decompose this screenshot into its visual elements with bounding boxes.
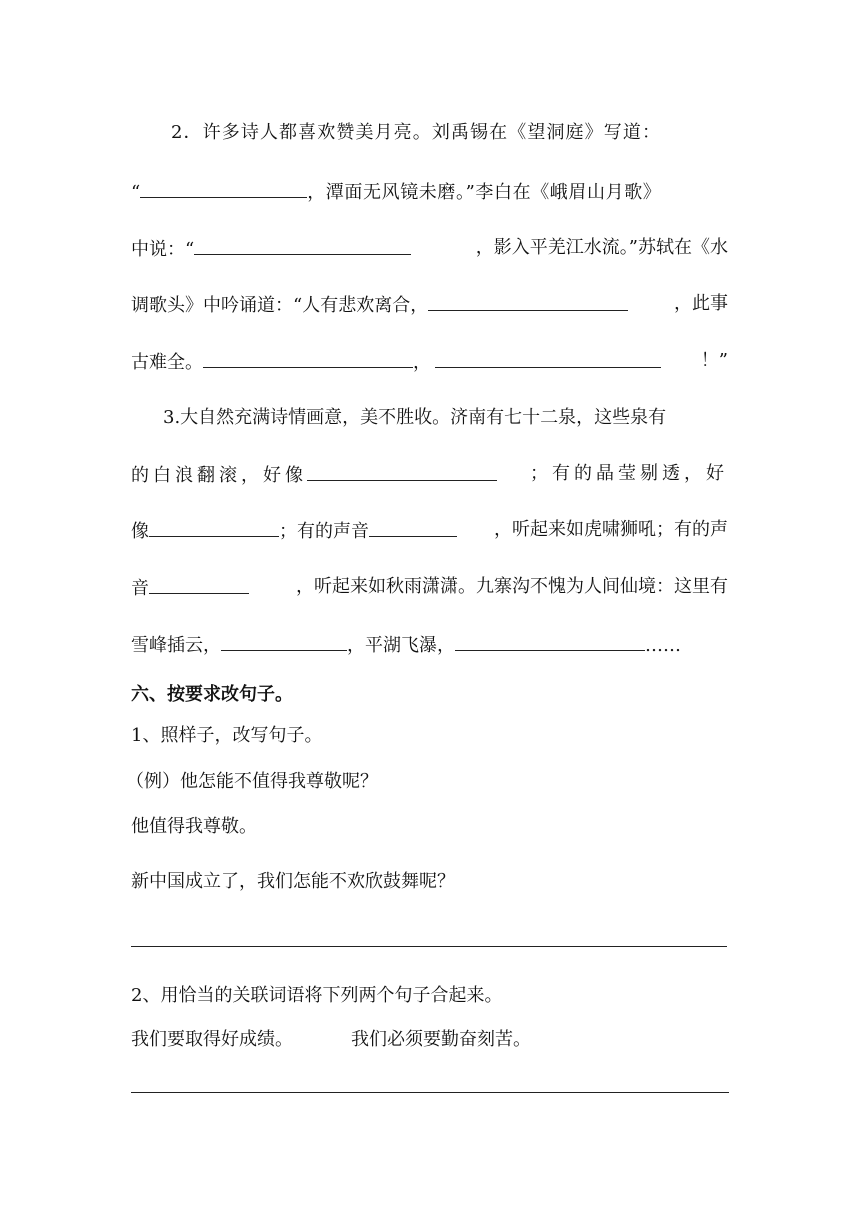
answer-blank[interactable] <box>428 292 628 311</box>
example-question: （例）他怎能不值得我尊敬呢？ <box>126 771 378 792</box>
q3-line-5-ellipsis: …… <box>645 635 681 656</box>
q3-line-2-text-a: 的白浪翻滚，好像 <box>131 465 307 486</box>
q3-line-2 <box>131 462 728 488</box>
q2-line-5-comma: ， <box>413 352 431 373</box>
q3-line-3-text-c: ，听起来如虎啸狮吼；有的声 <box>494 519 728 540</box>
q2-line-5-end: ！” <box>700 350 728 371</box>
q3-line-3-text-b: ；有的声音 <box>279 521 369 542</box>
answer-blank[interactable] <box>194 236 411 255</box>
q3-line-4 <box>131 575 728 601</box>
sentence-pair <box>131 1028 728 1052</box>
q3-line-2-text-b: ；有的晶莹剔透，好 <box>530 463 728 484</box>
answer-blank[interactable] <box>140 179 307 198</box>
answer-blank[interactable] <box>435 349 661 368</box>
q3-line-4-text-a: 音 <box>131 578 149 599</box>
q2-line-3-text-b: ，影入平羌江水流。”苏轼在《水 <box>475 237 728 258</box>
q3-line-3-text-a: 像 <box>131 521 149 542</box>
answer-blank[interactable] <box>369 518 457 537</box>
q2-line-3 <box>131 236 728 262</box>
q2-line-1: 2．许多诗人都喜欢赞美月亮。刘禹锡在《望洞庭》写道： <box>171 122 662 143</box>
sentence-a: 我们要取得好成绩。 <box>131 1029 293 1050</box>
task-1-sentence: 新中国成立了，我们怎能不欢欣鼓舞呢？ <box>131 871 455 892</box>
answer-blank[interactable] <box>307 462 497 481</box>
example-answer: 他值得我尊敬。 <box>131 816 257 837</box>
q2-open-quote: “ <box>131 182 141 203</box>
q2-line-5 <box>131 349 728 375</box>
item-2-title: 2、用恰当的关联词语将下列两个句子合起来。 <box>131 985 503 1006</box>
q3-line-5-text-b: ，平湖飞瀑， <box>347 635 455 656</box>
answer-blank[interactable] <box>203 349 413 368</box>
answer-blank[interactable] <box>455 632 645 651</box>
q2-line-4 <box>131 292 728 318</box>
q3-line-4-text-b: ，听起来如秋雨潇潇。九寨沟不愧为人间仙境：这里有 <box>296 576 728 597</box>
q3-line-5-text-a: 雪峰插云， <box>131 635 221 656</box>
q2-line-3-text-a: 中说：“ <box>131 239 195 260</box>
sentence-b: 我们必须要勤奋刻苦。 <box>351 1029 531 1050</box>
q2-line-2-text: ，潭面无风镜未磨。”李白在《峨眉山月歌》 <box>307 182 662 203</box>
q3-line-1: 3.大自然充满诗情画意，美不胜收。济南有七十二泉，这些泉有 <box>163 407 667 428</box>
q3-line-5 <box>131 632 728 658</box>
q3-line-3 <box>131 518 728 544</box>
q2-line-4-text-b: ，此事 <box>674 293 728 314</box>
item-1-title: 1、照样子，改写句子。 <box>131 725 323 746</box>
q2-line-4-text-a: 调歌头》中吟诵道：“人有悲欢离合， <box>131 295 429 316</box>
q2-line-5-text-a: 古难全。 <box>131 352 203 373</box>
q2-line-2 <box>131 179 728 205</box>
section-6-heading: 六、按要求改句子。 <box>131 684 293 705</box>
answer-line-1[interactable] <box>131 946 727 947</box>
answer-line-2[interactable] <box>131 1092 729 1093</box>
answer-blank[interactable] <box>221 632 347 651</box>
answer-blank[interactable] <box>149 518 279 537</box>
answer-blank[interactable] <box>149 575 249 594</box>
